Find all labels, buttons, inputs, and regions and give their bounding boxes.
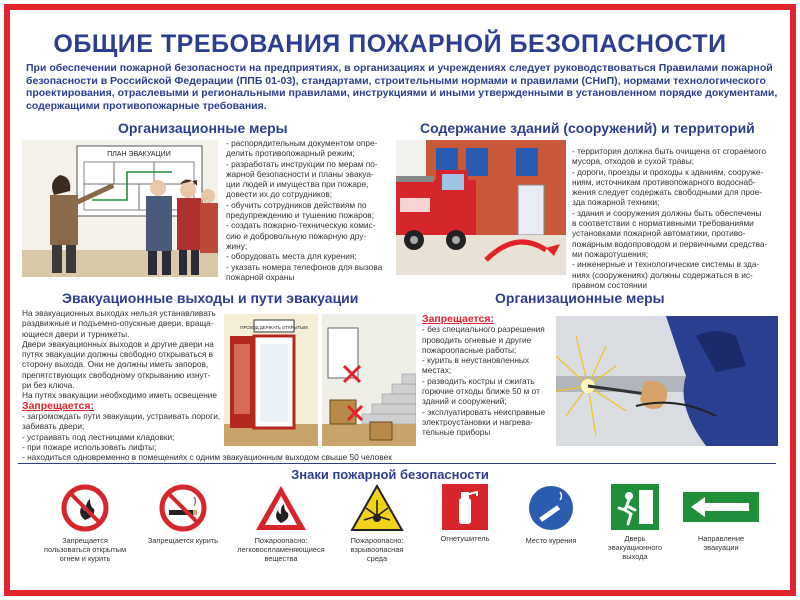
- emergency-exit-icon: [611, 484, 659, 530]
- flammable-warning-icon: [254, 484, 308, 532]
- no-smoking-icon: [159, 484, 207, 532]
- sign-flammable: Пожароопасно: легковоспламеняющиеся вещества: [234, 484, 328, 563]
- poster-label: ПЛАН ЭВАКУАЦИИ: [107, 151, 171, 158]
- page-title: ОБЩИЕ ТРЕБОВАНИЯ ПОЖАРНОЙ БЕЗОПАСНОСТИ: [53, 30, 727, 58]
- explosive-warning-icon: [350, 484, 404, 532]
- org2-forbidden-label: Запрещается:: [422, 313, 495, 325]
- blocked-stairs-illustration: [322, 314, 416, 446]
- fire-truck-illustration: [396, 140, 566, 275]
- no-open-fire-icon: [61, 484, 109, 532]
- sign-explosive: Пожароопасно: взрывоопасная среда: [330, 484, 424, 563]
- smoking-area-icon: [527, 484, 575, 532]
- org2-list: Запрещается: - без специального разрешения проводить огневые и другие пожароопасные работы; - курить в неустановленных местах; - разводить костры и сжигать горючие отходы ближе 50 м от зданий и сооружений; - эксплуатировать неисправные электроустановки и нагрева- тельные приборы: [422, 313, 546, 438]
- open-exit-door-illustration: [224, 314, 318, 446]
- evacuation-plan-illustration: [22, 140, 218, 277]
- evacuation-text: На эвакуационных выходах нельзя устанавливать раздвижные и подъемно-опускные двери, враща- ющиеся двери и турникеты. Двери эвакуационных выходов и другие двери на путях эвакуации должны свободно открываться в сторону выхода. Они не должны иметь запоров, препятствующих свободному открыванию изнут- ри без ключа. На путях эвакуации необходимо иметь освещение Запрещается: - загромождать пути эвакуации, устраивать пороги, забивать двери; - устраивать под лестницами кладовки; - при пожаре использовать лифты; - находиться одновременно в помещениях с одним эвакуационным выходом свыше 50 человек: [22, 308, 392, 463]
- fire-extinguisher-icon: [442, 484, 488, 530]
- welding-illustration: [556, 316, 778, 446]
- signs-divider: [18, 463, 776, 464]
- sign-extinguisher: Огнетушитель: [418, 484, 512, 543]
- section-heading-org-measures-2: Организационные меры: [495, 290, 665, 306]
- sign-evacuation-direction: Направление эвакуации: [674, 484, 768, 552]
- section-heading-buildings: Содержание зданий (сооружений) и территорий: [420, 120, 755, 136]
- evacuation-arrow-icon: [683, 492, 759, 522]
- buildings-list: - территория должна быть очищена от сгораемого мусора, отходов и сухой травы; - дороги, проезды и проходы к зданиям, сооруже- ниям, источникам противопожарного водоснаб- жения следует содержать свободными для прое- зда пожарной техники; - здания и сооружения должны быть обеспечены в соответствии с нормативными требованиями установками пожарной автоматики, противо- пожарным водопроводом и первичными средства- ми пожаротушения; - инженерные и технологические системы в зда- ниях (сооружениях) должны содержаться в ис- правном состоянии: [572, 146, 768, 290]
- signs-heading: Знаки пожарной безопасности: [291, 467, 489, 482]
- door-sign-text: ПРОХОД ДЕРЖАТЬ ОТКРЫТЫМ: [240, 325, 308, 330]
- evac-forbidden-label: Запрещается:: [22, 399, 95, 412]
- sign-smoking-area: Место курения: [504, 484, 598, 545]
- section-heading-org-measures: Организационные меры: [118, 120, 288, 136]
- sign-no-smoking: Запрещается курить: [136, 484, 230, 545]
- sign-exit-door: Дверь эвакуационного выхода: [588, 484, 682, 561]
- section-heading-evacuation: Эвакуационные выходы и пути эвакуации: [62, 290, 359, 306]
- intro-text: При обеспечении пожарной безопасности на предприятиях, в организациях и учреждениях следует руководствоваться Правилами пожарной безопасности в Российской Федерации (ППБ 01-03), стандартами, строительными нормами и правилами (СНиП), нормами технологического проектирования, отраслевыми и региональными правилами, инструкциями и иными утвержденными в установленном порядке документами, содержащими противопожарные требования.: [26, 62, 778, 112]
- sign-no-open-fire: Запрещается пользоваться открытым огнем и курить: [38, 484, 132, 563]
- org-measures-list: - распорядительным документом опре- делить противопожарный режим; - разработать инструкции по мерам по- жарной безопасности и планы эвакуа- ции людей и имущества при пожаре, довести их до сотрудников; - обучить сотрудников действиям по предупреждению и тушению пожаров; - создать пожарно-техническую комис- сию и добровольную пожарную дру- жину; - оборудовать места для курения; - указать номера телефонов для вызова пожарной охраны: [226, 138, 383, 282]
